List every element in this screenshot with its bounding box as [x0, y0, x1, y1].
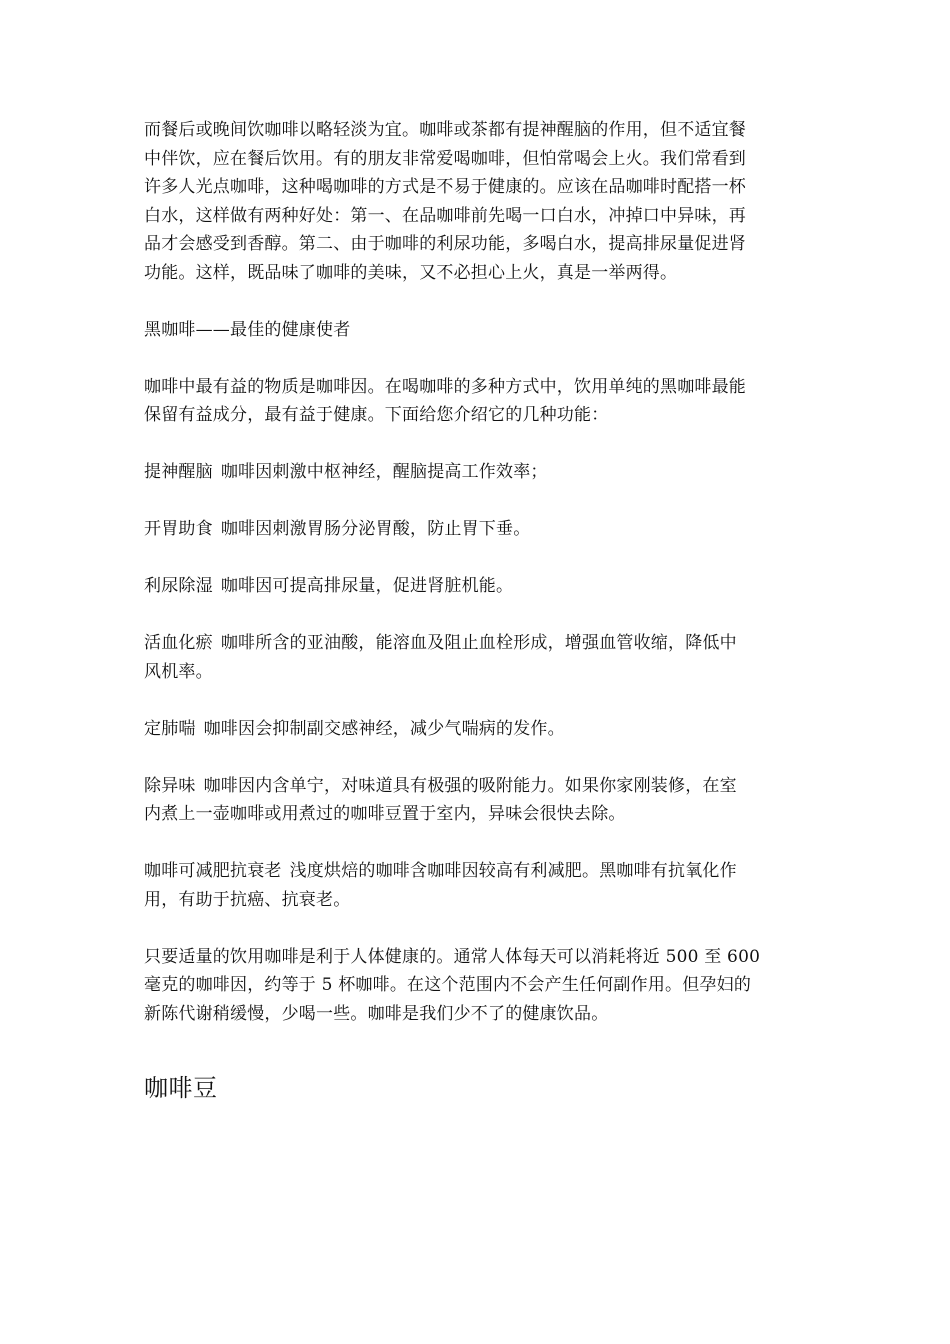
benefit-text: 咖啡因刺激中枢神经，醒脑提高工作效率； [220, 462, 548, 482]
benefit-item [144, 629, 810, 686]
benefit-item [144, 715, 810, 744]
document-page [144, 116, 810, 1104]
benefit-text: 用，有助于抗癌、抗衰老。 [144, 889, 351, 910]
text-line: 中伴饮，应在餐后饮用。有的朋友非常爱喝咖啡，但怕常喝会上火。我们常看到 [144, 148, 746, 169]
benefit-term: 定肺喘 [144, 718, 196, 739]
text-line: 咖啡中最有益的物质是咖啡因。在喝咖啡的多种方式中，饮用单纯的黑咖啡最能 [144, 376, 746, 397]
intro-paragraph [144, 116, 810, 287]
benefit-term: 除异味 [144, 775, 196, 796]
text-line: 而餐后或晚间饮咖啡以略轻淡为宜。咖啡或茶都有提神醒脑的作用，但不适宜餐 [144, 120, 746, 140]
benefit-term: 活血化瘀 [144, 633, 213, 653]
benefit-item [144, 515, 810, 544]
benefit-text: 浅度烘焙的咖啡含咖啡因较高有利减肥。黑咖啡有抗氧化作 [289, 861, 737, 881]
section-heading: 咖啡豆 [144, 1074, 218, 1102]
benefit-term: 开胃助食 [144, 519, 213, 539]
text-line: 白水，这样做有两种好处：第一、在品咖啡前先喝一口白水，冲掉口中异味，再 [144, 205, 746, 226]
benefit-text: 咖啡因刺激胃肠分泌胃酸，防止胃下垂。 [220, 519, 531, 539]
benefit-text: 内煮上一壶咖啡或用煮过的咖啡豆置于室内，异味会很快去除。 [144, 804, 626, 824]
benefit-term: 咖啡可减肥抗衰老 [144, 861, 282, 881]
closing-paragraph [144, 943, 810, 1029]
text-line: 毫克的咖啡因，约等于 5 杯咖啡。在这个范围内不会产生任何副作用。但孕妇的 [144, 975, 752, 995]
benefit-text: 咖啡所含的亚油酸，能溶血及阻止血栓形成，增强血管收缩，降低中 [220, 633, 737, 653]
benefit-item [144, 572, 810, 601]
text-line: 功能。这样，既品味了咖啡的美味，又不必担心上火，真是一举两得。 [144, 262, 678, 283]
benefit-text: 咖啡因可提高排尿量，促进肾脏机能。 [220, 576, 514, 596]
benefit-text: 咖啡因会抑制副交感神经，减少气喘病的发作。 [203, 718, 565, 739]
text-line: 只要适量的饮用咖啡是利于人体健康的。通常人体每天可以消耗将近 500 至 600 [144, 946, 761, 967]
benefit-text: 咖啡因内含单宁，对味道具有极强的吸附能力。如果你家刚装修，在室 [203, 775, 737, 796]
benefit-term: 提神醒脑 [144, 462, 213, 482]
benefit-item [144, 857, 810, 914]
benefit-item [144, 458, 810, 487]
text-line: 品才会感受到香醇。第二、由于咖啡的利尿功能，多喝白水，提高排尿量促进肾 [144, 234, 746, 254]
text-line: 保留有益成分，最有益于健康。下面给您介绍它的几种功能： [144, 405, 609, 425]
benefit-term: 利尿除湿 [144, 576, 213, 596]
text-line: 许多人光点咖啡，这种喝咖啡的方式是不易于健康的。应该在品咖啡时配搭一杯 [144, 177, 746, 197]
black-coffee-paragraph [144, 373, 810, 430]
benefit-text: 风机率。 [144, 661, 213, 682]
benefit-item [144, 772, 810, 829]
text-line: 新陈代谢稍缓慢，少喝一些。咖啡是我们少不了的健康饮品。 [144, 1003, 609, 1024]
section-title: 黑咖啡——最佳的健康使者 [144, 319, 351, 340]
